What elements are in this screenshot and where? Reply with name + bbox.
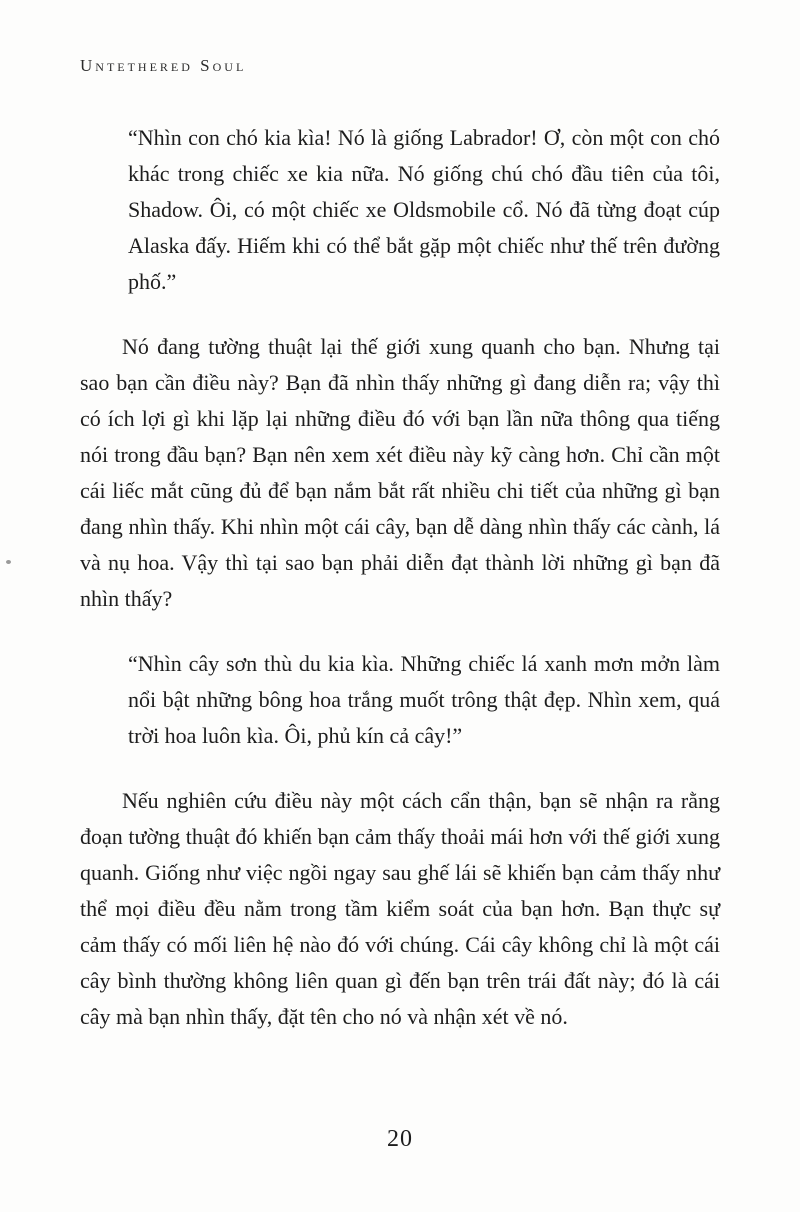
body-paragraph-2: Nếu nghiên cứu điều này một cách cẩn thận, bạn sẽ nhận ra rằng đoạn tường thuật đó khiến bạn cảm thấy thoải mái hơn với thế giới xung quanh. Giống như việc ngồi ngay sau ghế lái sẽ khiến bạn cảm thấy như thể mọi điều đều nằm trong tầm kiểm soát của bạn hơn. Bạn thực sự cảm thấy có mối liên hệ nào đó với chúng. Cái cây không chỉ là một cái cây bình thường không liên quan gì đến bạn trên trái đất này; đó là cái cây mà bạn nhìn thấy, đặt tên cho nó và nhận xét về nó. bbox=[80, 788, 720, 1029]
page-number: 20 bbox=[387, 1126, 413, 1152]
page-content bbox=[80, 120, 720, 1035]
scan-artifact-dot bbox=[6, 560, 11, 564]
body-paragraph-1: Nó đang tường thuật lại thế giới xung quanh cho bạn. Nhưng tại sao bạn cần điều này? Bạn đã nhìn thấy những gì đang diễn ra; vậy thì có ích lợi gì khi lặp lại những điều đó với bạn lần nữa thông qua tiếng nói trong đầu bạn? Bạn nên xem xét điều này kỹ càng hơn. Chỉ cần một cái liếc mắt cũng đủ để bạn nắm bắt rất nhiều chi tiết của những gì bạn đang nhìn thấy. Khi nhìn một cái cây, bạn dễ dàng nhìn thấy các cành, lá và nụ hoa. Vậy thì tại sao bạn phải diễn đạt thành lời những gì bạn đã nhìn thấy? bbox=[80, 334, 720, 611]
running-header: Untethered Soul bbox=[80, 56, 247, 75]
quote-paragraph-2: “Nhìn cây sơn thù du kia kìa. Những chiếc lá xanh mơn mởn làm nổi bật những bông hoa trắng muốt trông thật đẹp. Nhìn xem, quá trời hoa luôn kìa. Ôi, phủ kín cả cây!” bbox=[128, 651, 720, 748]
quote-paragraph-1: “Nhìn con chó kia kìa! Nó là giống Labrador! Ơ, còn một con chó khác trong chiếc xe kia nữa. Nó giống chú chó đầu tiên của tôi, Shadow. Ôi, có một chiếc xe Oldsmobile cổ. Nó đã từng đoạt cúp Alaska đấy. Hiếm khi có thể bắt gặp một chiếc như thế trên đường phố.” bbox=[128, 125, 720, 294]
